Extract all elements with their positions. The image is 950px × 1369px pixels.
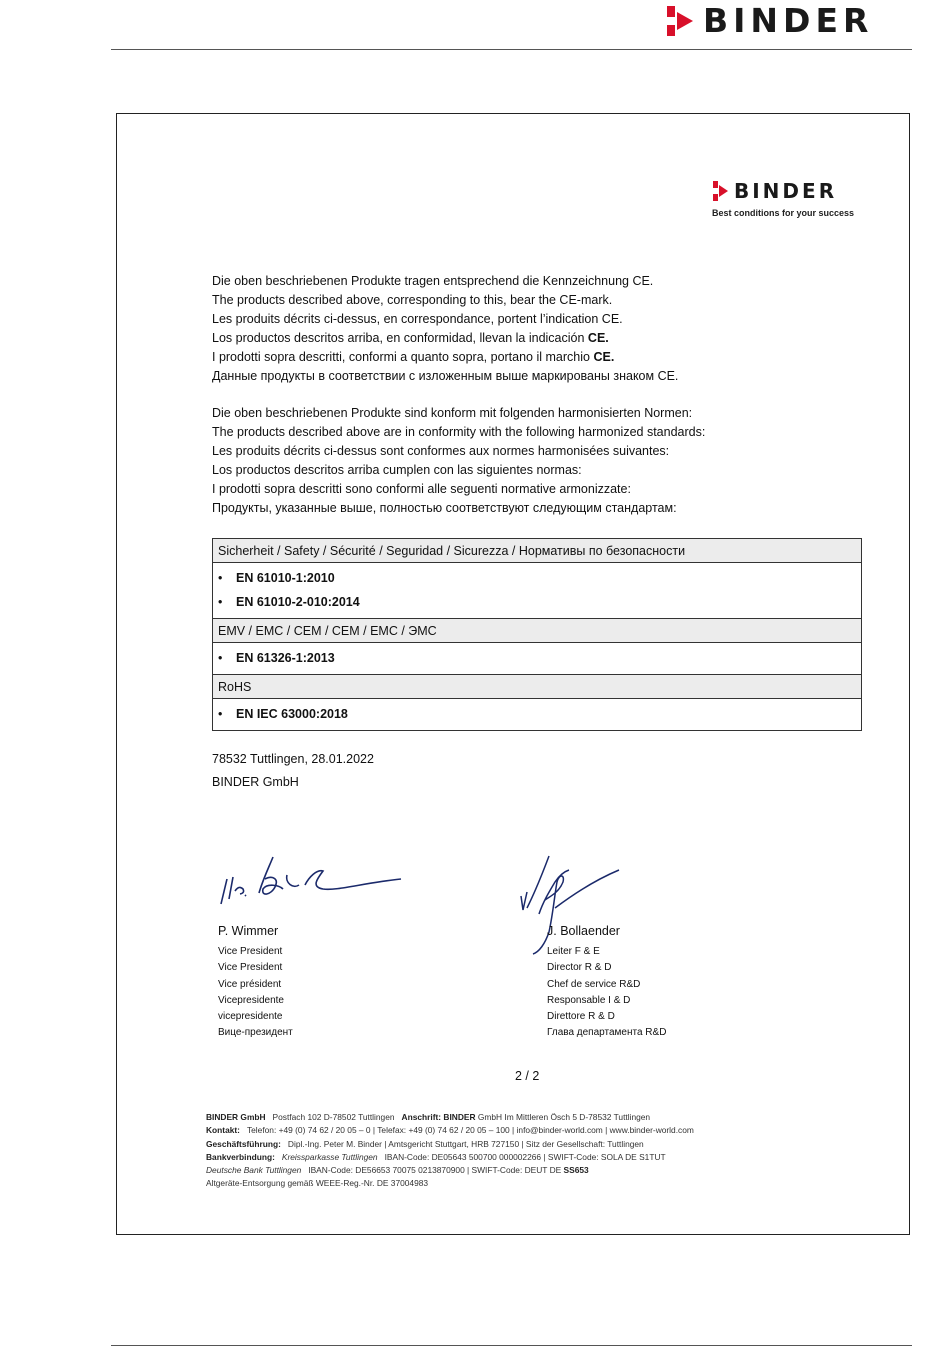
norm-statement-ru: Продукты, указанные выше, полностью соответствуют следующим стандартам: — [212, 501, 677, 515]
norm-statement-fr: Les produits décrits ci-dessus sont conformes aux normes harmonisées suivantes: — [212, 444, 670, 458]
signatory-wimmer — [218, 924, 293, 1042]
ce-statement-es: Los productos descritos arriba, en conformidad, llevan la indicación CE. — [212, 331, 609, 345]
brand-name: BINDER — [703, 1, 874, 40]
norm-statements — [212, 404, 705, 518]
footer-divider — [111, 1345, 912, 1346]
ce-statement-de: Die oben beschriebenen Produkte tragen entsprechend die Kennzeichnung CE. — [212, 274, 654, 288]
signatory-title: Vice President — [218, 946, 283, 957]
brand-tagline: Best conditions for your success — [712, 208, 855, 218]
signatory-title: Direttore R & D — [547, 1011, 615, 1023]
ce-statement-ru: Данные продукты в соответствии с изложенным выше маркированы знаком CE. — [212, 369, 679, 383]
footer-address: BINDER GmbH Postfach 102 D-78502 Tuttlingen Anschrift: BINDER GmbH Im Mittleren Ösch 5 D-78532 Tuttlingen — [206, 1112, 651, 1122]
signatory-title: Вице-президент — [218, 1027, 293, 1039]
ce-statement-fr: Les produits décrits ci-dessus, en correspondance, portent l’indication CE. — [212, 312, 623, 326]
company-footer — [206, 1111, 694, 1191]
norm-statement-it: I prodotti sopra descritti sono conformi alle seguenti normative armonizzate: — [212, 482, 631, 496]
standards-list-emc — [213, 643, 861, 674]
standards-category-safety: Sicherheit / Safety / Sécurité / Seguridad / Sicurezza / Нормативы по безопасности — [213, 539, 861, 563]
footer-contact: Kontakt: Telefon: +49 (0) 74 62 / 20 05 – 0 | Telefax: +49 (0) 74 62 / 20 05 – 100 | info@binder-world.com | www.binder-world.com — [206, 1125, 694, 1136]
signatory-title: Responsable I & D — [547, 994, 631, 1006]
signatory-bollaender — [547, 924, 666, 1042]
footer-bank-2: Deutsche Bank Tuttlingen IBAN-Code: DE56653 70075 0213870900 | SWIFT-Code: DEUT DE SS653 — [206, 1165, 589, 1176]
signatory-name: P. Wimmer — [218, 924, 279, 938]
signature-wimmer — [213, 849, 408, 911]
standards-table — [212, 538, 862, 731]
company-name: BINDER GmbH — [212, 775, 299, 789]
signatory-title: Глава департамента R&D — [547, 1027, 667, 1039]
standards-category-rohs: RoHS — [213, 674, 861, 699]
standard-item: • EN IEC 63000:2018 — [218, 707, 348, 721]
signatory-title: Leiter F & E — [547, 946, 600, 957]
binder-arrow-icon — [712, 180, 729, 202]
standards-list-rohs — [213, 699, 861, 730]
signatory-title: vicepresidente — [218, 1011, 283, 1023]
standard-item: • EN 61326-1:2013 — [218, 651, 335, 665]
signatory-title: Director R & D — [547, 962, 612, 974]
place-date: 78532 Tuttlingen, 28.01.2022 — [212, 752, 374, 766]
brand-name: BINDER — [734, 179, 838, 203]
signatory-title: Vice President — [218, 962, 283, 974]
ce-statement-it: I prodotti sopra descritti, conformi a quanto sopra, portano il marchio CE. — [212, 350, 615, 364]
page-number: 2 / 2 — [515, 1069, 540, 1083]
norm-statement-en: The products described above are in conformity with the following harmonized standards: — [212, 425, 706, 439]
standards-category-emc: EMV / EMC / CEM / CEM / EMC / ЭМС — [213, 618, 861, 643]
signatory-title: Chef de service R&D — [547, 978, 641, 990]
signatory-title: Vice président — [218, 978, 282, 990]
ce-mark-statements — [212, 272, 678, 386]
header-divider — [111, 49, 912, 50]
footer-weee: Altgeräte-Entsorgung gemäß WEEE-Reg.-Nr. DE 37004983 — [206, 1178, 429, 1189]
binder-logo — [665, 1, 874, 40]
signatory-title: Vicepresidente — [218, 994, 284, 1006]
ce-statement-en: The products described above, corresponding to this, bear the CE-mark. — [212, 293, 613, 307]
footer-bank-1: Bankverbindung: Kreissparkasse Tuttlingen IBAN-Code: DE05643 500700 000002266 | SWIFT-Code: SOLA DE S1TUT — [206, 1151, 666, 1162]
norm-statement-de: Die oben beschriebenen Produkte sind konform mit folgenden harmonisierten Normen: — [212, 406, 693, 420]
standard-item: • EN 61010-2-010:2014 — [218, 595, 360, 609]
binder-arrow-icon — [665, 4, 695, 38]
certificate-logo — [712, 180, 854, 218]
place-and-date-block — [212, 748, 374, 794]
norm-statement-es: Los productos descritos arriba cumplen con las siguientes normas: — [212, 463, 582, 477]
standard-item: • EN 61010-1:2010 — [218, 571, 335, 585]
declaration-page — [116, 113, 910, 1235]
standards-list-safety — [213, 563, 861, 618]
signatory-name: J. Bollaender — [547, 924, 620, 938]
footer-management: Geschäftsführung: Dipl.-Ing. Peter M. Binder | Amtsgericht Stuttgart, HRB 727150 | Sitz der Gesellschaft: Tuttlingen — [206, 1138, 644, 1149]
